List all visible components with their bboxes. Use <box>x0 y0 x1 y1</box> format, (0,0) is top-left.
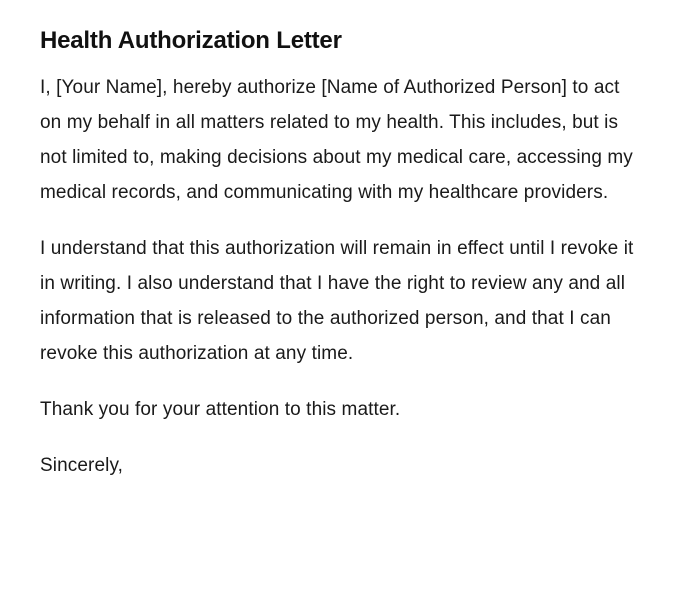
letter-document <box>40 24 640 504</box>
letter-paragraph-understanding: I understand that this authorization will remain in effect until I revoke it in writing. I also understand that I have the right to review any and all information that is released to the authorized person, and that I can revoke this authorization at any time. <box>40 238 634 364</box>
letter-title: Health Authorization Letter <box>40 27 342 54</box>
letter-paragraph-thanks: Thank you for your attention to this matter. <box>40 399 401 420</box>
letter-closing: Sincerely, <box>40 455 124 476</box>
letter-paragraph-authorization: I, [Your Name], hereby authorize [Name of Authorized Person] to act on my behalf in all matters related to my health. This includes, but is not limited to, making decisions about my medical care, accessing my medical records, and communicating with my healthcare providers. <box>40 77 633 203</box>
